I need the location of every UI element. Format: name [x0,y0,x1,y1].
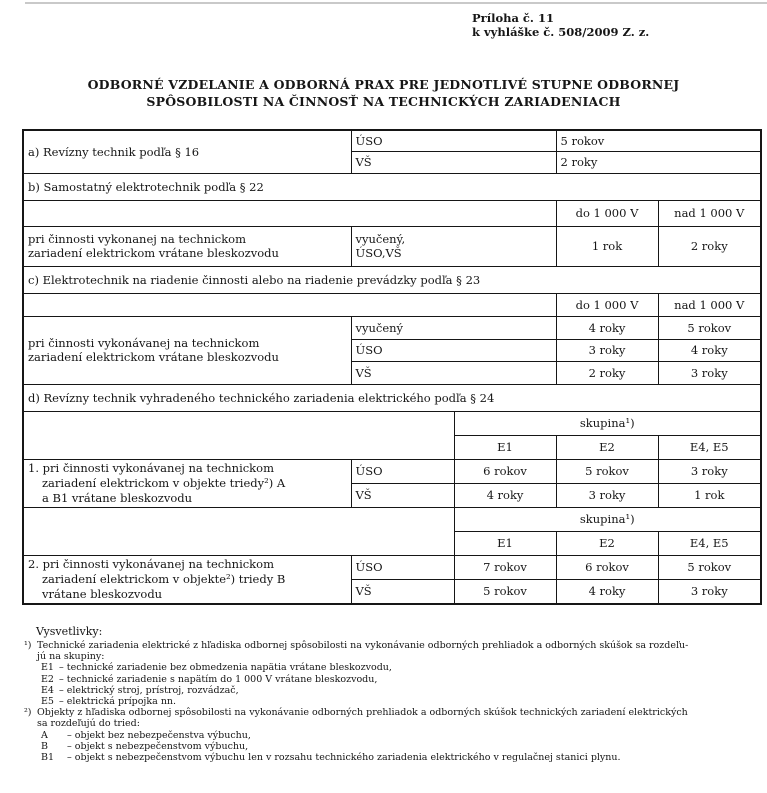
group-header: skupina¹) [454,411,761,435]
voltage-header-high: nad 1 000 V [658,293,761,316]
practice-cell: 4 roky [556,316,658,339]
practice-cell: 4 roky [556,579,658,604]
section-c-title: c) Elektrotechnik na riadenie činnosti alebo na riadenie prevádzky podľa § 23 [23,266,761,293]
table-row [23,266,761,293]
footnote-2-item: B – objekt s nebezpečenstvom výbuchu, [41,740,249,752]
table-row [23,173,761,200]
education-cell: VŠ [351,483,454,507]
group-col-e2: E2 [556,435,658,459]
practice-cell: 3 roky [658,361,761,384]
footnote-1-text-line1: Technické zariadenia elektrické z hľadiska odbornej spôsobilosti na vykonávanie odborných prehliadok a odborných skúšok sa rozdeľu- [37,640,689,651]
section-a-title: a) Revízny technik podľa § 16 [23,130,351,173]
footnote-1-item: E4 – elektrický stroj, prístroj, rozvádzač, [41,684,239,696]
table-row [23,200,761,226]
table-row [23,459,761,483]
page-top-rule [25,2,767,4]
group-col-e1: E1 [454,531,556,555]
practice-cell: 2 roky [556,151,761,173]
practice-cell: 2 roky [556,361,658,384]
footnote-2-text-line1: Objekty z hľadiska odbornej spôsobilosti na vykonávanie odborných prehliadok a odborných skúšok technických zariadení elektrických [37,707,688,719]
group-col-e1: E1 [454,435,556,459]
footnote-2-marker: ²) [24,707,32,719]
empty-cell [23,411,454,459]
section-d-title: d) Revízny technik vyhradeného technického zariadenia elektrického podľa § 24 [23,384,761,411]
practice-cell: 4 roky [454,483,556,507]
document-title [0,76,767,110]
annex-header [472,11,649,39]
education-cell: VŠ [351,151,556,173]
voltage-header-low: do 1 000 V [556,293,658,316]
annex-decree-ref: k vyhláške č. 508/2009 Z. z. [472,25,650,39]
table-row [23,507,761,531]
footnote-2-item: B1 – objekt s nebezpečenstvom výbuchu len v rozsahu technického zariadenia elektrického v regulačnej stanici plynu. [41,752,621,764]
practice-cell: 1 rok [658,483,761,507]
practice-cell: 7 rokov [454,555,556,579]
practice-cell: 3 roky [556,483,658,507]
footnote-1-item: E5 – elektrická prípojka nn. [41,696,177,708]
document-title-line1: ODBORNÉ VZDELANIE A ODBORNÁ PRAX PRE JEDNOTLIVÉ STUPNE ODBORNEJ [87,77,680,92]
education-cell: ÚSO [351,130,556,151]
education-cell: vyučený, ÚSO,VŠ [351,226,556,266]
table-row [23,226,761,266]
practice-cell: 6 rokov [556,555,658,579]
education-cell: ÚSO [351,339,556,361]
activity-description: pri činnosti vykonanej na technickom zariadení elektrickom vrátane bleskozvodu [23,226,351,266]
education-cell: ÚSO [351,459,454,483]
practice-cell: 5 rokov [658,316,761,339]
practice-cell: 5 rokov [454,579,556,604]
education-cell: vyučený [351,316,556,339]
empty-cell [23,507,454,555]
activity-description: 1. pri činnosti vykonávanej na technickom zariadení elektrickom v objekte triedy²) A a B1 vrátane bleskozvodu [23,459,351,507]
footnote-1-marker: ¹) [24,640,32,651]
table-row [23,130,761,151]
practice-cell: 5 rokov [556,130,761,151]
activity-description: 2. pri činnosti vykonávanej na technickom zariadení elektrickom v objekte²) triedy B vrátane bleskozvodu [23,555,351,604]
practice-cell: 2 roky [658,226,761,266]
footnote-2 [24,707,760,763]
voltage-header-high: nad 1 000 V [658,200,761,226]
section-b-title: b) Samostatný elektrotechnik podľa § 22 [23,173,761,200]
table-row [23,316,761,339]
document-title-line2: SPÔSOBILOSTI NA ČINNOSŤ NA TECHNICKÝCH ZARIADENIACH [146,94,621,109]
voltage-header-low: do 1 000 V [556,200,658,226]
activity-description: pri činnosti vykonávanej na technickom zariadení elektrickom vrátane bleskozvodu [23,316,351,384]
table-row [23,384,761,411]
education-cell: VŠ [351,579,454,604]
table-row [23,293,761,316]
group-col-e2: E2 [556,531,658,555]
footnote-1 [24,640,760,707]
practice-cell: 4 roky [658,339,761,361]
group-header: skupina¹) [454,507,761,531]
table-row [23,555,761,579]
table-row [23,411,761,435]
practice-cell: 5 rokov [658,555,761,579]
practice-cell: 3 roky [556,339,658,361]
practice-cell: 3 roky [658,579,761,604]
practice-cell: 5 rokov [556,459,658,483]
empty-cell [23,293,556,316]
footnotes-section [24,625,760,763]
footnote-2-text-line2: sa rozdeľujú do tried: [37,718,140,730]
footnote-2-item: A – objekt bez nebezpečenstva výbuchu, [41,729,251,741]
footnote-1-text-line2: jú na skupiny: [37,651,105,663]
education-cell: VŠ [351,361,556,384]
group-col-e45: E4, E5 [658,435,761,459]
education-cell: ÚSO [351,555,454,579]
footnotes-heading: Vysvetlivky: [36,625,103,638]
annex-number: Príloha č. 11 [472,11,554,25]
practice-cell: 6 rokov [454,459,556,483]
footnote-1-item: E2 – technické zariadenie s napätím do 1 000 V vrátane bleskozvodu, [41,673,378,685]
footnote-1-item: E1 – technické zariadenie bez obmedzenia napätia vrátane bleskozvodu, [41,662,392,674]
qualification-table [22,129,762,605]
group-col-e45: E4, E5 [658,531,761,555]
empty-cell [23,200,556,226]
practice-cell: 3 roky [658,459,761,483]
practice-cell: 1 rok [556,226,658,266]
